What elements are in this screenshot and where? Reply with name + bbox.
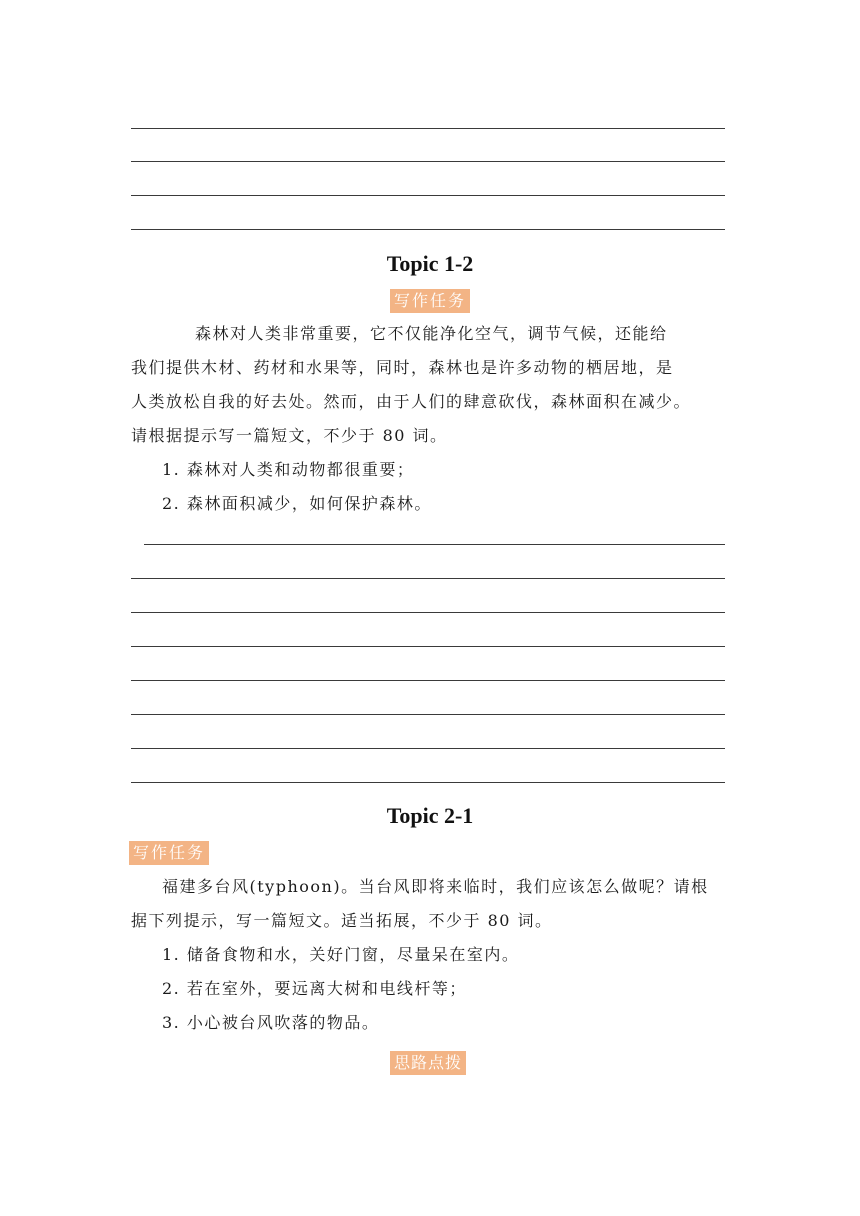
answer-line xyxy=(144,544,725,545)
answer-line xyxy=(131,229,725,230)
paragraph-line: 我们提供木材、药材和水果等，同时，森林也是许多动物的栖居地，是 xyxy=(131,358,674,377)
answer-line xyxy=(131,646,725,647)
writing-task-badge: 写作任务 xyxy=(390,289,470,313)
answer-line xyxy=(131,128,725,129)
prompt-point: 2. 若在室外，要远离大树和电线杆等； xyxy=(162,979,467,998)
paragraph-line: 请根据提示写一篇短文，不少于 80 词。 xyxy=(131,426,448,445)
answer-line xyxy=(131,161,725,162)
writing-task-badge: 写作任务 xyxy=(129,841,209,865)
paragraph-line: 福建多台风(typhoon)。当台风即将来临时，我们应该怎么做呢？请根 xyxy=(162,877,709,896)
paragraph-line: 森林对人类非常重要，它不仅能净化空气，调节气候，还能给 xyxy=(195,324,668,343)
answer-line xyxy=(131,748,725,749)
paragraph-line: 人类放松自我的好去处。然而，由于人们的肆意砍伐，森林面积在减少。 xyxy=(131,392,692,411)
prompt-point: 3. 小心被台风吹落的物品。 xyxy=(162,1013,380,1032)
answer-line xyxy=(131,714,725,715)
answer-line xyxy=(131,612,725,613)
topic-title: Topic 1-2 xyxy=(386,251,474,276)
answer-line xyxy=(131,680,725,681)
prompt-point: 1. 储备食物和水，关好门窗，尽量呆在室内。 xyxy=(162,945,520,964)
answer-line xyxy=(131,195,725,196)
prompt-point: 2. 森林面积减少，如何保护森林。 xyxy=(162,494,432,513)
answer-line xyxy=(131,782,725,783)
topic-title: Topic 2-1 xyxy=(386,803,474,828)
answer-line xyxy=(131,578,725,579)
prompt-point: 1. 森林对人类和动物都很重要； xyxy=(162,460,415,479)
paragraph-line: 据下列提示，写一篇短文。适当拓展，不少于 80 词。 xyxy=(131,911,553,930)
idea-hint-badge: 思路点拨 xyxy=(390,1051,466,1075)
